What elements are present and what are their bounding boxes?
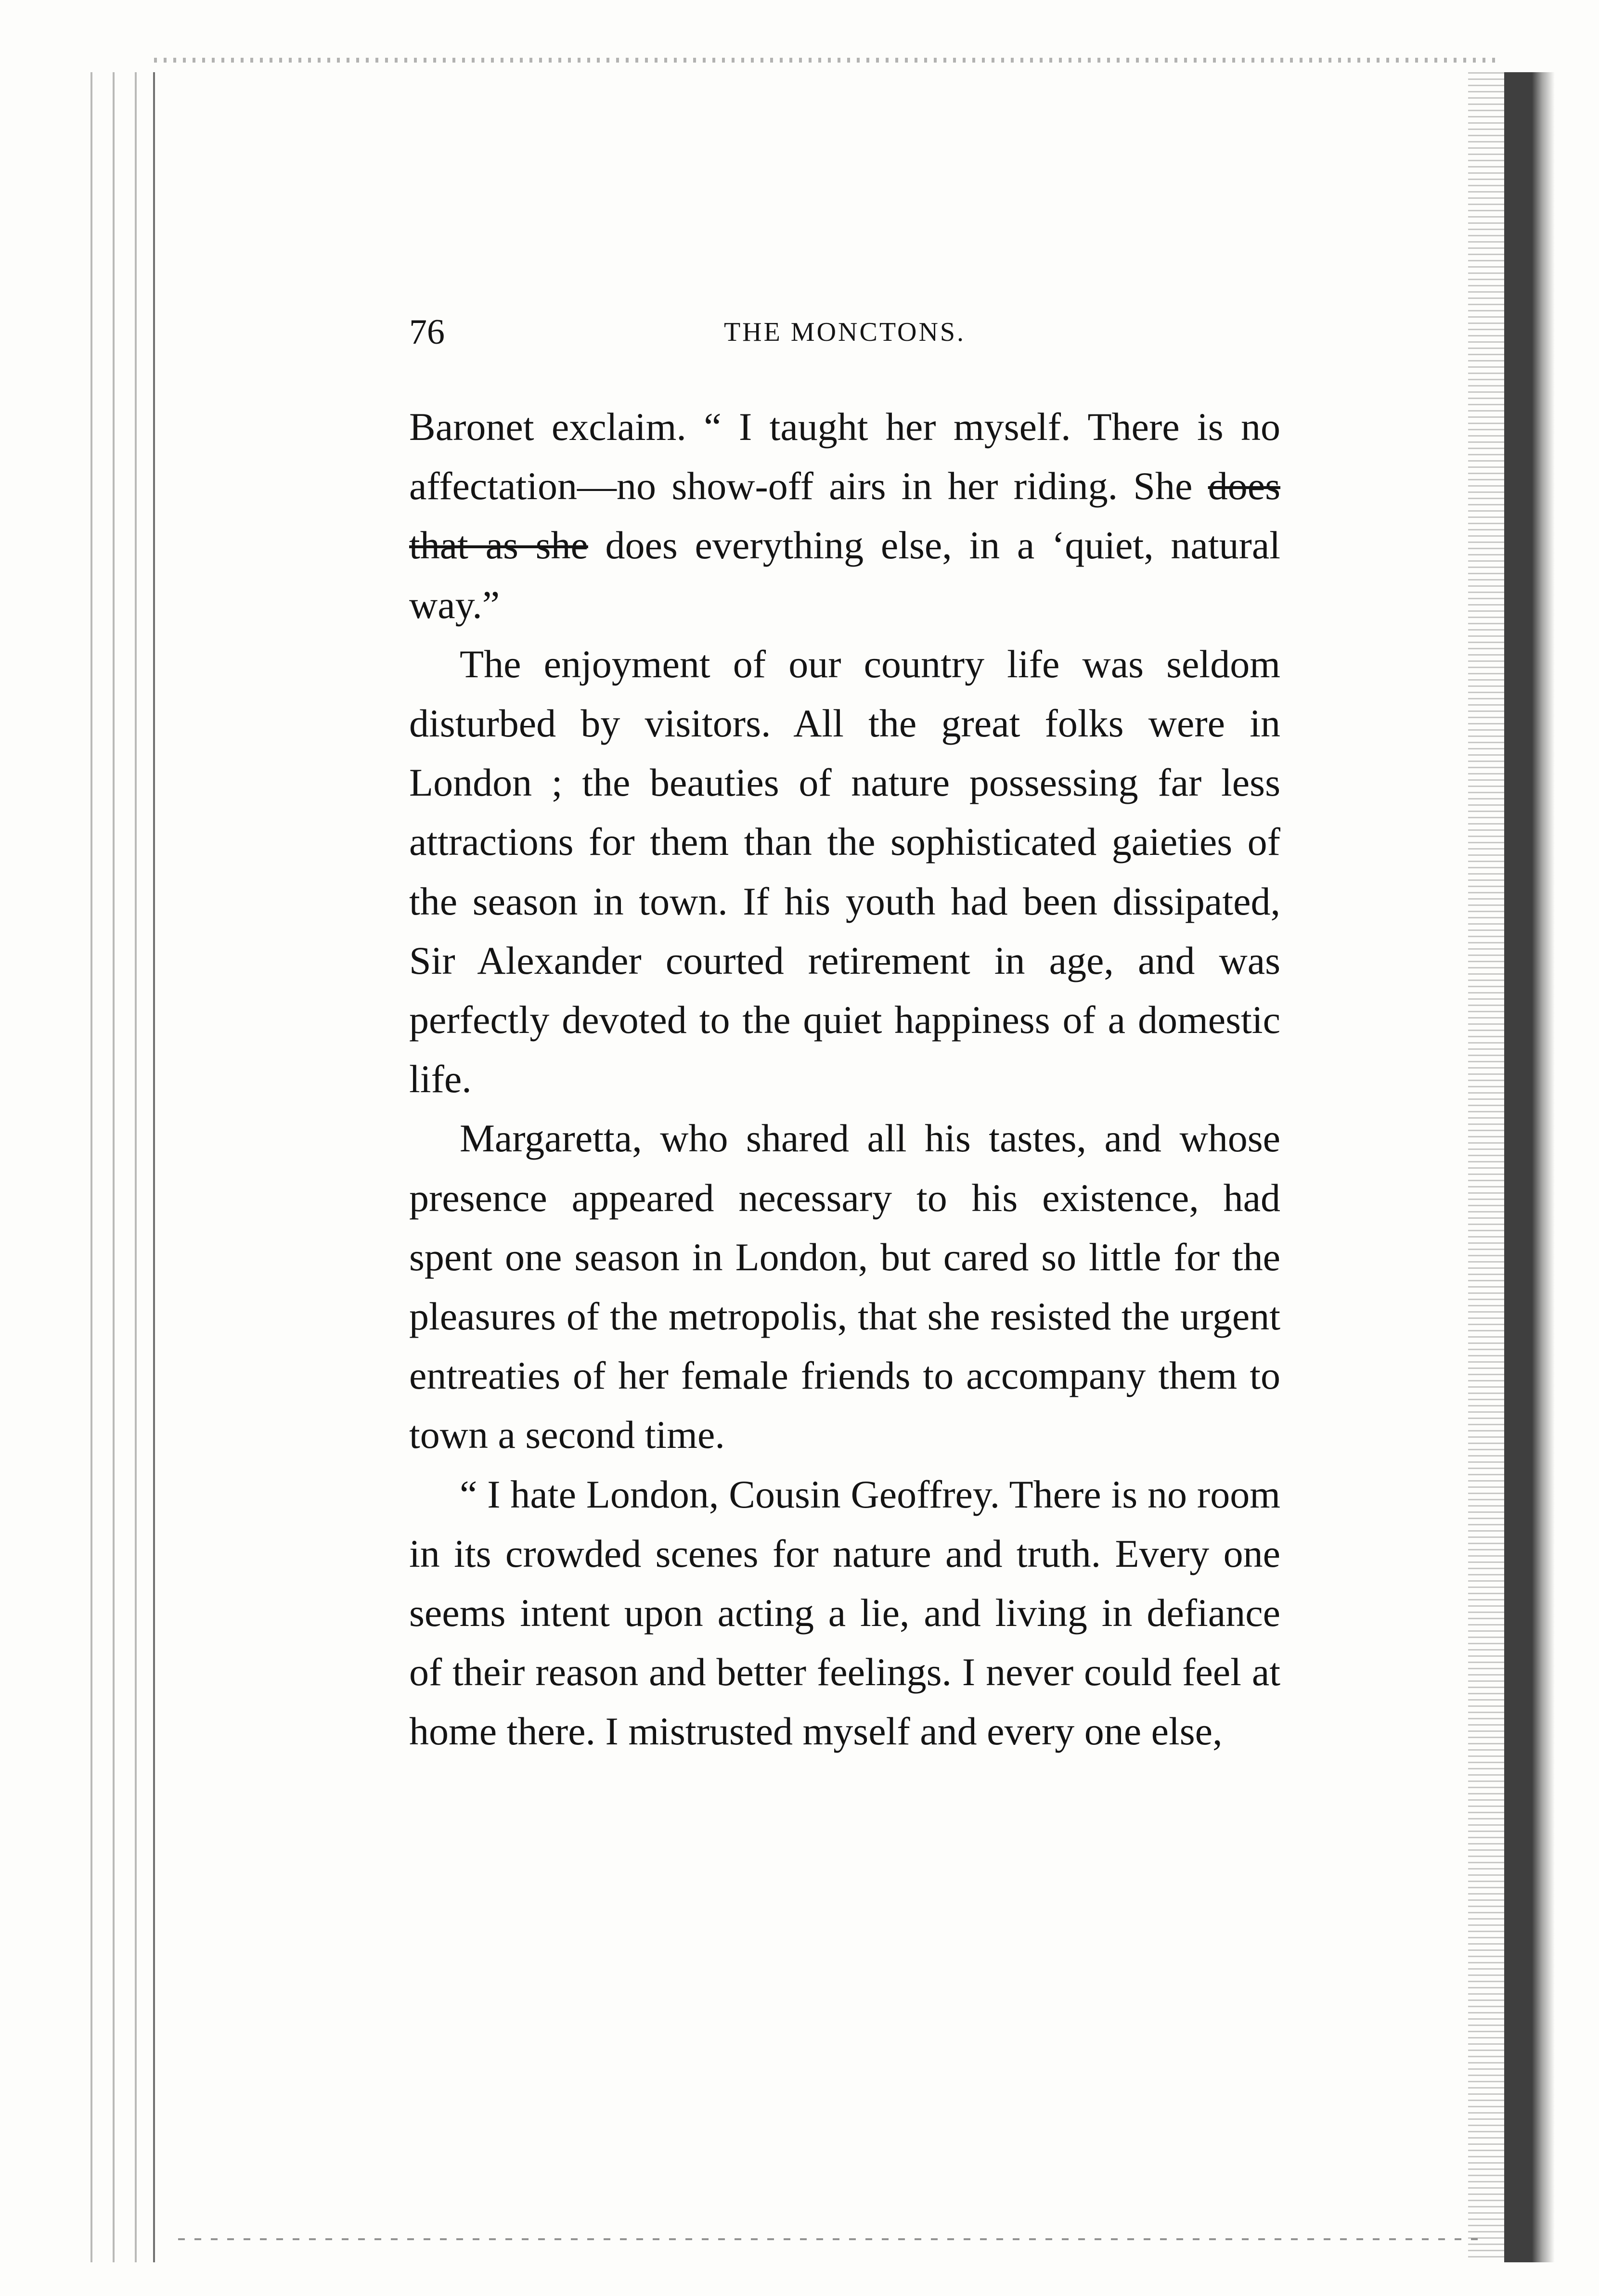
scan-right-speckle: [1468, 72, 1504, 2262]
struck-through-text: does that as she: [409, 464, 1280, 568]
scan-right-edge: [1504, 72, 1555, 2262]
paragraph-1-end: does everything else, in a ‘quiet, natural way.”: [409, 523, 1281, 627]
scan-bottom-edge: [178, 2238, 1478, 2240]
scan-top-edge: [154, 58, 1502, 63]
paragraph-2: The enjoyment of our country life was seldom disturbed by visitors. All the great folks were in London ; the beauties of nature possessing far less attractions for them than the sophisticated gaieties of the season in town. If his youth had been dissipated, Sir Alexander courted retirement in age, and was perfectly devoted to the quiet happiness of a domestic life.: [409, 642, 1280, 1101]
scan-binding-line: [153, 72, 155, 2262]
scan-binding-left: [82, 72, 154, 2262]
paragraph-4: “ I hate London, Cousin Geoffrey. There is no room in its crowded scenes for nature and truth. Every one seems intent upon acting a lie, and living in defiance of their reason and better feelings. I never could feel at home there. I mistrusted myself and every one else,: [409, 1472, 1280, 1754]
paragraph-1: [409, 397, 1280, 634]
running-title: THE MONCTONS.: [723, 317, 966, 347]
page-number: 76: [409, 312, 445, 352]
paragraph-1-start: Baronet exclaim. “ I taught her myself. There is no affectation—no show-off airs in her riding. She: [409, 405, 1280, 508]
paragraph-3: Margaretta, who shared all his tastes, and whose presence appeared necessary to his existence, had spent one season in London, but cared so little for the pleasures of the metropolis, that she resisted the urgent entreaties of her female friends to accompany them to town a second time.: [409, 1116, 1280, 1457]
running-head: [409, 306, 1280, 359]
body-text: [409, 397, 1280, 1761]
